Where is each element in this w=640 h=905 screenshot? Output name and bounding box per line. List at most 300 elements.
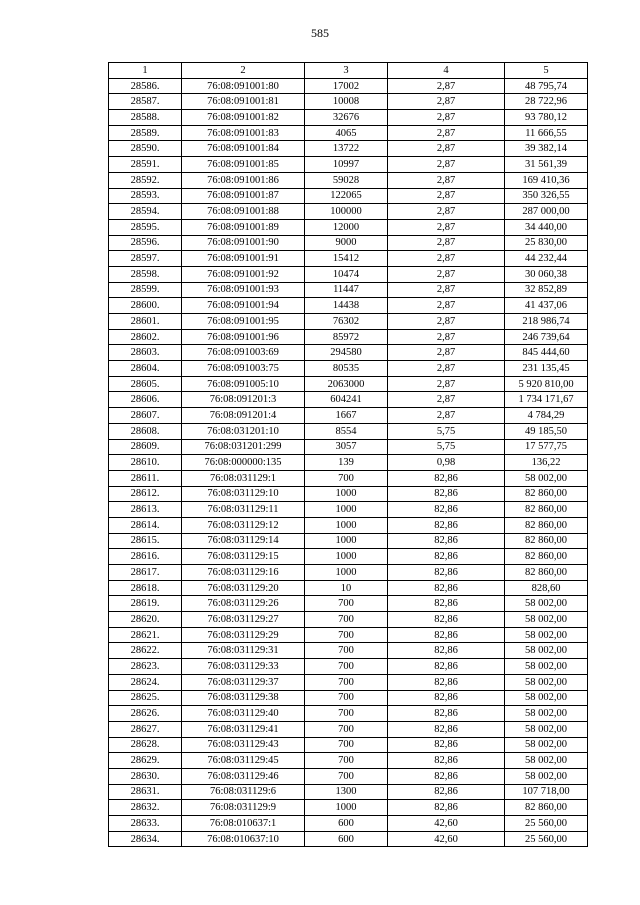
amount-cell: 17 577,75 — [505, 439, 588, 455]
cadastral-number-cell: 76:08:091005:10 — [182, 376, 305, 392]
cadastral-number-cell: 76:08:031129:41 — [182, 721, 305, 737]
table-body — [109, 78, 588, 847]
amount-cell: 31 561,39 — [505, 157, 588, 173]
rate-cell: 82,86 — [388, 627, 505, 643]
row-number-cell: 28608. — [109, 423, 182, 439]
rate-cell: 82,86 — [388, 784, 505, 800]
table-row — [109, 706, 588, 722]
table-row — [109, 235, 588, 251]
rate-cell: 82,86 — [388, 517, 505, 533]
rate-cell: 82,86 — [388, 533, 505, 549]
cadastral-number-cell: 76:08:031129:14 — [182, 533, 305, 549]
table-row — [109, 329, 588, 345]
area-cell: 700 — [305, 690, 388, 706]
cadastral-number-cell: 76:08:091001:96 — [182, 329, 305, 345]
area-cell: 294580 — [305, 345, 388, 361]
row-number-cell: 28604. — [109, 361, 182, 377]
table-row — [109, 831, 588, 847]
area-cell: 700 — [305, 627, 388, 643]
area-cell: 8554 — [305, 423, 388, 439]
cadastral-number-cell: 76:08:031129:38 — [182, 690, 305, 706]
row-number-cell: 28628. — [109, 737, 182, 753]
row-number-cell: 28615. — [109, 533, 182, 549]
table-row — [109, 674, 588, 690]
area-cell: 85972 — [305, 329, 388, 345]
row-number-cell: 28591. — [109, 157, 182, 173]
area-cell: 604241 — [305, 392, 388, 408]
row-number-cell: 28625. — [109, 690, 182, 706]
table-row — [109, 188, 588, 204]
area-cell: 4065 — [305, 125, 388, 141]
area-cell: 700 — [305, 674, 388, 690]
rate-cell: 82,86 — [388, 674, 505, 690]
table-row — [109, 78, 588, 94]
rate-cell: 82,86 — [388, 768, 505, 784]
cadastral-number-cell: 76:08:091001:83 — [182, 125, 305, 141]
row-number-cell: 28616. — [109, 549, 182, 565]
area-cell: 32676 — [305, 110, 388, 126]
cadastral-number-cell: 76:08:031129:31 — [182, 643, 305, 659]
cadastral-number-cell: 76:08:031129:26 — [182, 596, 305, 612]
cadastral-number-cell: 76:08:031201:10 — [182, 423, 305, 439]
table-row — [109, 376, 588, 392]
table-row — [109, 266, 588, 282]
cadastral-number-cell: 76:08:091001:89 — [182, 219, 305, 235]
amount-cell: 246 739,64 — [505, 329, 588, 345]
rate-cell: 2,87 — [388, 125, 505, 141]
rate-cell: 82,86 — [388, 643, 505, 659]
rate-cell: 42,60 — [388, 831, 505, 847]
cadastral-number-cell: 76:08:091003:75 — [182, 361, 305, 377]
rate-cell: 2,87 — [388, 345, 505, 361]
row-number-cell: 28594. — [109, 204, 182, 220]
table-row — [109, 298, 588, 314]
rate-cell: 5,75 — [388, 423, 505, 439]
cadastral-number-cell: 76:08:031129:9 — [182, 800, 305, 816]
row-number-cell: 28609. — [109, 439, 182, 455]
rate-cell: 2,87 — [388, 392, 505, 408]
row-number-cell: 28629. — [109, 753, 182, 769]
rate-cell: 2,87 — [388, 361, 505, 377]
area-cell: 10 — [305, 580, 388, 596]
column-header-5: 5 — [505, 63, 588, 79]
cadastral-number-cell: 76:08:091001:85 — [182, 157, 305, 173]
area-cell: 600 — [305, 831, 388, 847]
amount-cell: 93 780,12 — [505, 110, 588, 126]
amount-cell: 48 795,74 — [505, 78, 588, 94]
cadastral-number-cell: 76:08:031129:15 — [182, 549, 305, 565]
table-row — [109, 408, 588, 424]
row-number-cell: 28621. — [109, 627, 182, 643]
amount-cell: 845 444,60 — [505, 345, 588, 361]
row-number-cell: 28600. — [109, 298, 182, 314]
row-number-cell: 28607. — [109, 408, 182, 424]
rate-cell: 2,87 — [388, 314, 505, 330]
table-row — [109, 314, 588, 330]
area-cell: 139 — [305, 455, 388, 471]
table-row — [109, 423, 588, 439]
cadastral-number-cell: 76:08:091001:82 — [182, 110, 305, 126]
row-number-cell: 28627. — [109, 721, 182, 737]
rate-cell: 82,86 — [388, 565, 505, 581]
area-cell: 12000 — [305, 219, 388, 235]
table-row — [109, 612, 588, 628]
amount-cell: 41 437,06 — [505, 298, 588, 314]
rate-cell: 2,87 — [388, 251, 505, 267]
column-header-3: 3 — [305, 63, 388, 79]
area-cell: 17002 — [305, 78, 388, 94]
amount-cell: 5 920 810,00 — [505, 376, 588, 392]
area-cell: 11447 — [305, 282, 388, 298]
table-row — [109, 721, 588, 737]
row-number-cell: 28620. — [109, 612, 182, 628]
rate-cell: 5,75 — [388, 439, 505, 455]
row-number-cell: 28605. — [109, 376, 182, 392]
table-row — [109, 596, 588, 612]
amount-cell: 58 002,00 — [505, 612, 588, 628]
table-row — [109, 125, 588, 141]
rate-cell: 2,87 — [388, 376, 505, 392]
cadastral-number-cell: 76:08:091001:86 — [182, 172, 305, 188]
area-cell: 59028 — [305, 172, 388, 188]
amount-cell: 11 666,55 — [505, 125, 588, 141]
cadastral-number-cell: 76:08:031129:27 — [182, 612, 305, 628]
cadastral-number-cell: 76:08:031129:11 — [182, 502, 305, 518]
cadastral-number-cell: 76:08:091001:80 — [182, 78, 305, 94]
rate-cell: 2,87 — [388, 219, 505, 235]
cadastral-number-cell: 76:08:000000:135 — [182, 455, 305, 471]
rate-cell: 2,87 — [388, 282, 505, 298]
table-row — [109, 486, 588, 502]
rate-cell: 82,86 — [388, 470, 505, 486]
cadastral-number-cell: 76:08:091001:93 — [182, 282, 305, 298]
area-cell: 700 — [305, 737, 388, 753]
row-number-cell: 28623. — [109, 659, 182, 675]
rate-cell: 2,87 — [388, 157, 505, 173]
row-number-cell: 28634. — [109, 831, 182, 847]
amount-cell: 218 986,74 — [505, 314, 588, 330]
area-cell: 10997 — [305, 157, 388, 173]
row-number-cell: 28612. — [109, 486, 182, 502]
cadastral-number-cell: 76:08:031129:16 — [182, 565, 305, 581]
rate-cell: 2,87 — [388, 298, 505, 314]
table-row — [109, 800, 588, 816]
rate-cell: 82,86 — [388, 690, 505, 706]
row-number-cell: 28632. — [109, 800, 182, 816]
amount-cell: 107 718,00 — [505, 784, 588, 800]
table-row — [109, 737, 588, 753]
area-cell: 14438 — [305, 298, 388, 314]
table-row — [109, 439, 588, 455]
row-number-cell: 28633. — [109, 816, 182, 832]
data-table — [108, 62, 588, 847]
cadastral-number-cell: 76:08:091001:87 — [182, 188, 305, 204]
amount-cell: 25 560,00 — [505, 831, 588, 847]
row-number-cell: 28603. — [109, 345, 182, 361]
area-cell: 122065 — [305, 188, 388, 204]
row-number-cell: 28622. — [109, 643, 182, 659]
amount-cell: 44 232,44 — [505, 251, 588, 267]
rate-cell: 2,87 — [388, 188, 505, 204]
row-number-cell: 28631. — [109, 784, 182, 800]
row-number-cell: 28599. — [109, 282, 182, 298]
rate-cell: 82,86 — [388, 753, 505, 769]
table-row — [109, 345, 588, 361]
cadastral-number-cell: 76:08:031129:6 — [182, 784, 305, 800]
table-row — [109, 219, 588, 235]
row-number-cell: 28610. — [109, 455, 182, 471]
cadastral-number-cell: 76:08:031129:40 — [182, 706, 305, 722]
cadastral-number-cell: 76:08:091001:95 — [182, 314, 305, 330]
amount-cell: 287 000,00 — [505, 204, 588, 220]
table-row — [109, 172, 588, 188]
row-number-cell: 28586. — [109, 78, 182, 94]
table-row — [109, 643, 588, 659]
rate-cell: 2,87 — [388, 266, 505, 282]
area-cell: 10474 — [305, 266, 388, 282]
area-cell: 76302 — [305, 314, 388, 330]
cadastral-number-cell: 76:08:091001:94 — [182, 298, 305, 314]
area-cell: 700 — [305, 596, 388, 612]
rate-cell: 82,86 — [388, 737, 505, 753]
table-row — [109, 361, 588, 377]
cadastral-number-cell: 76:08:091001:81 — [182, 94, 305, 110]
row-number-cell: 28611. — [109, 470, 182, 486]
rate-cell: 2,87 — [388, 110, 505, 126]
row-number-cell: 28597. — [109, 251, 182, 267]
cadastral-number-cell: 76:08:091201:3 — [182, 392, 305, 408]
cadastral-number-cell: 76:08:031129:46 — [182, 768, 305, 784]
area-cell: 10008 — [305, 94, 388, 110]
amount-cell: 30 060,38 — [505, 266, 588, 282]
area-cell: 1000 — [305, 502, 388, 518]
area-cell: 80535 — [305, 361, 388, 377]
amount-cell: 82 860,00 — [505, 502, 588, 518]
cadastral-number-cell: 76:08:091003:69 — [182, 345, 305, 361]
row-number-cell: 28626. — [109, 706, 182, 722]
rate-cell: 82,86 — [388, 580, 505, 596]
area-cell: 9000 — [305, 235, 388, 251]
table-row — [109, 565, 588, 581]
column-header-1: 1 — [109, 63, 182, 79]
amount-cell: 58 002,00 — [505, 768, 588, 784]
table-row — [109, 204, 588, 220]
column-header-2: 2 — [182, 63, 305, 79]
amount-cell: 58 002,00 — [505, 470, 588, 486]
table-row — [109, 549, 588, 565]
table-row — [109, 816, 588, 832]
table-row — [109, 768, 588, 784]
amount-cell: 25 830,00 — [505, 235, 588, 251]
row-number-cell: 28618. — [109, 580, 182, 596]
column-header-4: 4 — [388, 63, 505, 79]
amount-cell: 49 185,50 — [505, 423, 588, 439]
cadastral-number-cell: 76:08:091001:90 — [182, 235, 305, 251]
rate-cell: 2,87 — [388, 408, 505, 424]
rate-cell: 42,60 — [388, 816, 505, 832]
cadastral-number-cell: 76:08:031129:1 — [182, 470, 305, 486]
area-cell: 1000 — [305, 800, 388, 816]
table-row — [109, 251, 588, 267]
amount-cell: 82 860,00 — [505, 517, 588, 533]
rate-cell: 82,86 — [388, 800, 505, 816]
row-number-cell: 28613. — [109, 502, 182, 518]
page-number: 585 — [311, 26, 329, 40]
cadastral-number-cell: 76:08:091001:84 — [182, 141, 305, 157]
area-cell: 1000 — [305, 517, 388, 533]
table-row — [109, 157, 588, 173]
cadastral-number-cell: 76:08:031201:299 — [182, 439, 305, 455]
table-row — [109, 659, 588, 675]
cadastral-number-cell: 76:08:091001:92 — [182, 266, 305, 282]
area-cell: 1300 — [305, 784, 388, 800]
table-row — [109, 784, 588, 800]
area-cell: 700 — [305, 643, 388, 659]
row-number-cell: 28587. — [109, 94, 182, 110]
table-row — [109, 455, 588, 471]
rate-cell: 2,87 — [388, 204, 505, 220]
row-number-cell: 28596. — [109, 235, 182, 251]
amount-cell: 350 326,55 — [505, 188, 588, 204]
amount-cell: 58 002,00 — [505, 674, 588, 690]
area-cell: 1000 — [305, 486, 388, 502]
amount-cell: 39 382,14 — [505, 141, 588, 157]
area-cell: 1000 — [305, 549, 388, 565]
row-number-cell: 28590. — [109, 141, 182, 157]
amount-cell: 82 860,00 — [505, 533, 588, 549]
cadastral-number-cell: 76:08:031129:43 — [182, 737, 305, 753]
rate-cell: 2,87 — [388, 172, 505, 188]
table-row — [109, 690, 588, 706]
area-cell: 13722 — [305, 141, 388, 157]
amount-cell: 28 722,96 — [505, 94, 588, 110]
column-number-row — [109, 63, 588, 79]
cadastral-number-cell: 76:08:031129:10 — [182, 486, 305, 502]
area-cell: 15412 — [305, 251, 388, 267]
table-row — [109, 502, 588, 518]
amount-cell: 58 002,00 — [505, 737, 588, 753]
table-row — [109, 753, 588, 769]
rate-cell: 2,87 — [388, 235, 505, 251]
row-number-cell: 28589. — [109, 125, 182, 141]
row-number-cell: 28617. — [109, 565, 182, 581]
area-cell: 2063000 — [305, 376, 388, 392]
table-row — [109, 517, 588, 533]
amount-cell: 1 734 171,67 — [505, 392, 588, 408]
amount-cell: 231 135,45 — [505, 361, 588, 377]
amount-cell: 58 002,00 — [505, 643, 588, 659]
rate-cell: 82,86 — [388, 659, 505, 675]
row-number-cell: 28598. — [109, 266, 182, 282]
table-row — [109, 94, 588, 110]
cadastral-number-cell: 76:08:091201:4 — [182, 408, 305, 424]
rate-cell: 2,87 — [388, 329, 505, 345]
amount-cell: 4 784,29 — [505, 408, 588, 424]
amount-cell: 58 002,00 — [505, 721, 588, 737]
cadastral-number-cell: 76:08:031129:12 — [182, 517, 305, 533]
cadastral-number-cell: 76:08:031129:29 — [182, 627, 305, 643]
area-cell: 3057 — [305, 439, 388, 455]
area-cell: 700 — [305, 612, 388, 628]
amount-cell: 169 410,36 — [505, 172, 588, 188]
area-cell: 1667 — [305, 408, 388, 424]
table-row — [109, 470, 588, 486]
area-cell: 600 — [305, 816, 388, 832]
area-cell: 700 — [305, 706, 388, 722]
table-row — [109, 627, 588, 643]
row-number-cell: 28592. — [109, 172, 182, 188]
area-cell: 700 — [305, 659, 388, 675]
rate-cell: 82,86 — [388, 502, 505, 518]
row-number-cell: 28624. — [109, 674, 182, 690]
rate-cell: 2,87 — [388, 78, 505, 94]
amount-cell: 58 002,00 — [505, 659, 588, 675]
area-cell: 700 — [305, 768, 388, 784]
rate-cell: 82,86 — [388, 486, 505, 502]
row-number-cell: 28619. — [109, 596, 182, 612]
rate-cell: 2,87 — [388, 141, 505, 157]
cadastral-number-cell: 76:08:091001:88 — [182, 204, 305, 220]
area-cell: 1000 — [305, 533, 388, 549]
area-cell: 100000 — [305, 204, 388, 220]
table-row — [109, 580, 588, 596]
amount-cell: 58 002,00 — [505, 596, 588, 612]
cadastral-number-cell: 76:08:031129:45 — [182, 753, 305, 769]
cadastral-number-cell: 76:08:031129:33 — [182, 659, 305, 675]
rate-cell: 82,86 — [388, 612, 505, 628]
amount-cell: 32 852,89 — [505, 282, 588, 298]
amount-cell: 58 002,00 — [505, 753, 588, 769]
rate-cell: 0,98 — [388, 455, 505, 471]
amount-cell: 136,22 — [505, 455, 588, 471]
amount-cell: 82 860,00 — [505, 800, 588, 816]
cadastral-number-cell: 76:08:031129:20 — [182, 580, 305, 596]
amount-cell: 25 560,00 — [505, 816, 588, 832]
amount-cell: 82 860,00 — [505, 486, 588, 502]
amount-cell: 82 860,00 — [505, 549, 588, 565]
row-number-cell: 28601. — [109, 314, 182, 330]
cadastral-number-cell: 76:08:010637:10 — [182, 831, 305, 847]
row-number-cell: 28593. — [109, 188, 182, 204]
row-number-cell: 28614. — [109, 517, 182, 533]
rate-cell: 82,86 — [388, 596, 505, 612]
amount-cell: 58 002,00 — [505, 706, 588, 722]
rate-cell: 82,86 — [388, 549, 505, 565]
area-cell: 1000 — [305, 565, 388, 581]
table-row — [109, 392, 588, 408]
cadastral-number-cell: 76:08:091001:91 — [182, 251, 305, 267]
area-cell: 700 — [305, 721, 388, 737]
table-row — [109, 110, 588, 126]
amount-cell: 58 002,00 — [505, 690, 588, 706]
amount-cell: 828,60 — [505, 580, 588, 596]
row-number-cell: 28595. — [109, 219, 182, 235]
row-number-cell: 28602. — [109, 329, 182, 345]
amount-cell: 58 002,00 — [505, 627, 588, 643]
amount-cell: 34 440,00 — [505, 219, 588, 235]
amount-cell: 82 860,00 — [505, 565, 588, 581]
row-number-cell: 28630. — [109, 768, 182, 784]
row-number-cell: 28606. — [109, 392, 182, 408]
cadastral-number-cell: 76:08:031129:37 — [182, 674, 305, 690]
row-number-cell: 28588. — [109, 110, 182, 126]
rate-cell: 82,86 — [388, 706, 505, 722]
area-cell: 700 — [305, 470, 388, 486]
table-row — [109, 533, 588, 549]
rate-cell: 82,86 — [388, 721, 505, 737]
table-row — [109, 141, 588, 157]
cadastral-number-cell: 76:08:010637:1 — [182, 816, 305, 832]
